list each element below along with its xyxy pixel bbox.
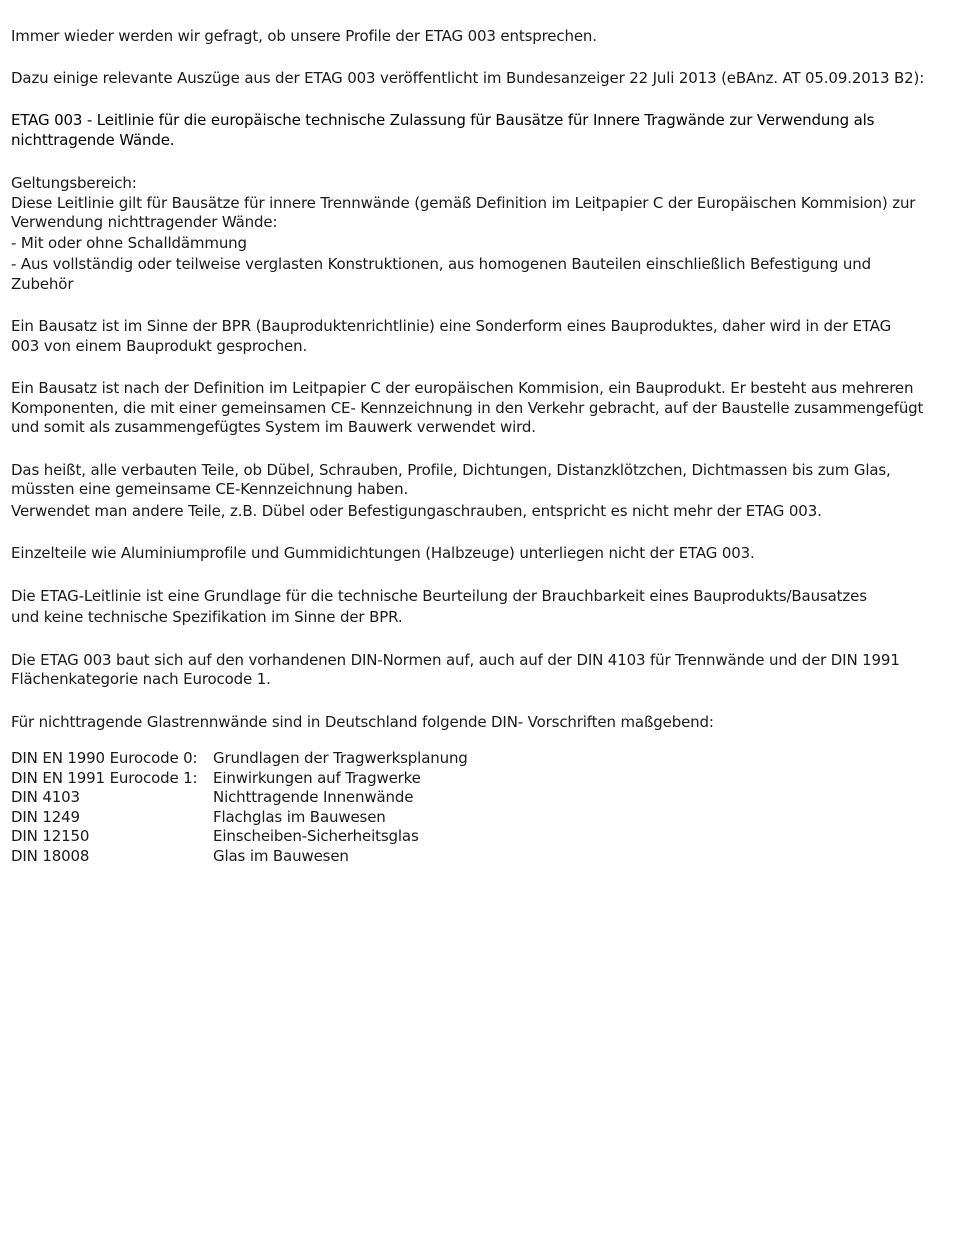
din-norm-code: DIN EN 1990 Eurocode 0: bbox=[11, 749, 198, 767]
din-norms-list bbox=[11, 749, 951, 866]
paragraph-line: Verwendet man andere Teile, z.B. Dübel oder Befestigungaschrauben, entspricht es nicht mehr der ETAG 003. bbox=[11, 501, 822, 520]
definition-paragraph bbox=[11, 379, 951, 438]
paragraph-line: Ein Bausatz ist im Sinne der BPR (Bauproduktenrichtlinie) eine Sonderform eines Bauproduktes, daher wird in der ETAG bbox=[11, 317, 892, 335]
paragraph-line: Komponenten, die mit einer gemeinsamen CE- Kennzeichnung in den Verkehr gebracht, auf der Baustelle zusammengefügt bbox=[11, 398, 924, 417]
paragraph-line: Flächenkategorie nach Eurocode 1. bbox=[11, 670, 271, 688]
din-norm-row bbox=[11, 827, 468, 847]
scope-label: Geltungsbereich: bbox=[11, 174, 137, 192]
paragraph-line: und keine technische Spezifikation im Sinne der BPR. bbox=[11, 608, 403, 626]
intro-line: Immer wieder werden wir gefragt, ob unsere Profile der ETAG 003 entsprechen. bbox=[11, 27, 597, 45]
paragraph-line: Ein Bausatz ist nach der Definition im Leitpapier C der europäischen Kommision, ein Bauprodukt. Er besteht aus mehreren bbox=[11, 379, 914, 397]
din-norm-title: Flachglas im Bauwesen bbox=[213, 807, 386, 826]
bpr-paragraph bbox=[11, 317, 951, 356]
din-norm-code: DIN EN 1991 Eurocode 1: bbox=[11, 768, 198, 787]
din-norm-code: DIN 12150 bbox=[11, 827, 90, 845]
scope-line: Verwendung nichttragender Wände: bbox=[11, 213, 278, 231]
paragraph-line: müssten eine gemeinsame CE-Kennzeichnung haben. bbox=[11, 480, 409, 498]
intro-paragraph bbox=[11, 27, 951, 47]
din-basis-paragraph bbox=[11, 651, 951, 690]
regulations-intro-paragraph bbox=[11, 713, 951, 733]
heading-line: nichttragende Wände. bbox=[11, 130, 175, 149]
scope-list-item: - Aus vollständig oder teilweise verglasten Konstruktionen, aus homogenen Bauteilen einschließlich Befestigung und bbox=[11, 255, 871, 273]
paragraph-line: Einzelteile wie Aluminiumprofile und Gummidichtungen (Halbzeuge) unterliegen nicht der ETAG 003. bbox=[11, 544, 755, 562]
components-paragraph bbox=[11, 544, 951, 564]
din-norm-code: DIN 18008 bbox=[11, 846, 90, 865]
din-norms-table bbox=[11, 749, 468, 866]
scope-line: Diese Leitlinie gilt für Bausätze für innere Trennwände (gemäß Definition im Leitpapier C der Europäischen Kommision) zur bbox=[11, 193, 916, 212]
etag-heading bbox=[11, 111, 951, 150]
paragraph-line: Die ETAG-Leitlinie ist eine Grundlage für die technische Beurteilung der Brauchbarkeit eines Bauprodukts/Bausatzes bbox=[11, 586, 867, 605]
paragraph-line: 003 von einem Bauprodukt gesprochen. bbox=[11, 336, 308, 355]
document-body bbox=[11, 27, 951, 866]
paragraph-line: Das heißt, alle verbauten Teile, ob Dübel, Schrauben, Profile, Dichtungen, Distanzklötzchen, Dichtmassen bis zum Glas, bbox=[11, 460, 891, 479]
guideline-paragraph bbox=[11, 587, 951, 628]
din-norm-row bbox=[11, 808, 468, 828]
paragraph-line: Die ETAG 003 baut sich auf den vorhandenen DIN-Normen auf, auch auf der DIN 4103 für Trennwände und der DIN 1991 bbox=[11, 650, 900, 669]
parts-paragraph bbox=[11, 461, 951, 522]
scope-list-item: - Mit oder ohne Schalldämmung bbox=[11, 233, 247, 252]
excerpt-intro-line: Dazu einige relevante Auszüge aus der ETAG 003 veröffentlicht im Bundesanzeiger 22 Juli 2013 (eBAnz. AT 05.09.2013 B2): bbox=[11, 68, 925, 87]
excerpt-intro-paragraph bbox=[11, 69, 951, 89]
din-norm-title: Grundlagen der Tragwerksplanung bbox=[213, 749, 468, 767]
paragraph-line: Für nichttragende Glastrennwände sind in Deutschland folgende DIN- Vorschriften maßgebend: bbox=[11, 712, 714, 731]
paragraph-line: und somit als zusammengefügtes System im Bauwerk verwendet wird. bbox=[11, 418, 536, 436]
din-norm-title: Nichttragende Innenwände bbox=[213, 788, 414, 806]
din-norm-code: DIN 4103 bbox=[11, 788, 80, 806]
din-norm-row bbox=[11, 788, 468, 808]
din-norm-row bbox=[11, 847, 468, 867]
din-norm-code: DIN 1249 bbox=[11, 807, 80, 826]
din-norm-row bbox=[11, 749, 468, 769]
din-norm-title: Glas im Bauwesen bbox=[213, 846, 349, 865]
din-norm-title: Einscheiben-Sicherheitsglas bbox=[213, 827, 419, 845]
scope-line: Zubehör bbox=[11, 274, 74, 293]
heading-line: ETAG 003 - Leitlinie für die europäische technische Zulassung für Bausätze für Innere Tragwände zur Verwendung als bbox=[11, 111, 875, 129]
scope-section bbox=[11, 174, 951, 294]
din-norm-row bbox=[11, 769, 468, 789]
din-norm-title: Einwirkungen auf Tragwerke bbox=[213, 768, 421, 787]
